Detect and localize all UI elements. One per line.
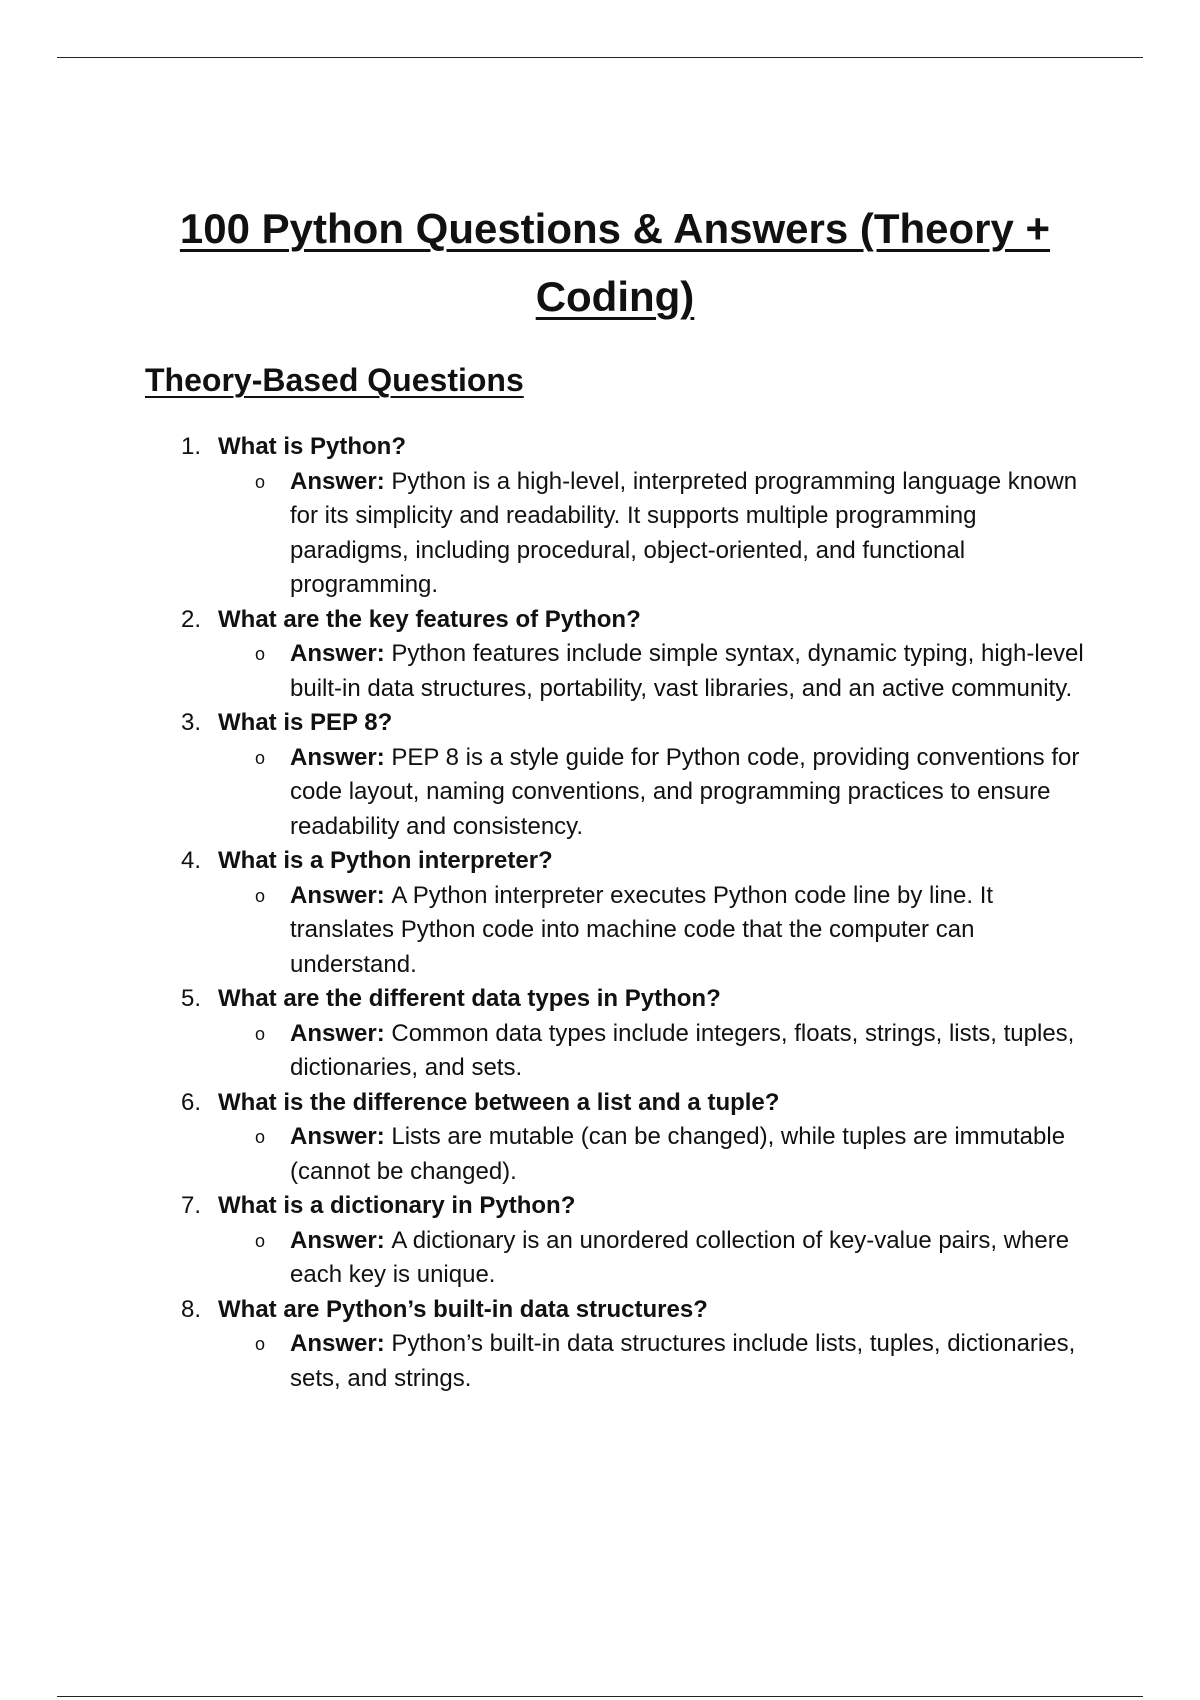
question-text: What are the different data types in Python? <box>218 985 721 1012</box>
question-text: What is PEP 8? <box>218 709 393 736</box>
question-number: 7. <box>181 1192 202 1219</box>
question-number: 6. <box>181 1088 202 1116</box>
question-row <box>0 430 1200 465</box>
answer-row <box>0 1017 1090 1086</box>
answer-row <box>0 1327 1090 1396</box>
bullet-icon: o <box>255 885 266 906</box>
question-item <box>0 844 1200 982</box>
answer-text: A Python interpreter executes Python code line by line. It translates Python code into machine code that the computer can understand. <box>290 881 994 978</box>
answer-text: Lists are mutable (can be changed), while tuples are immutable (cannot be changed). <box>290 1123 1066 1185</box>
question-row <box>0 1086 1200 1121</box>
answer-label: Answer: <box>290 1019 392 1047</box>
question-number: 3. <box>181 709 202 736</box>
question-number: 5. <box>181 985 202 1012</box>
question-number: 4. <box>181 847 202 874</box>
answer-text: Python is a high-level, interpreted programming language known for its simplicity and readability. It supports multiple programming paradigms, including procedural, object-oriented, and functional programming. <box>290 467 1078 598</box>
question-list <box>0 430 1200 1396</box>
bullet-icon: o <box>255 747 266 768</box>
question-item <box>0 1189 1200 1293</box>
question-item <box>0 430 1200 603</box>
bullet-icon: o <box>255 471 266 492</box>
answer-text: PEP 8 is a style guide for Python code, providing conventions for code layout, naming conventions, and programming practices to ensure readability and consistency. <box>290 743 1080 840</box>
answer-text: Python features include simple syntax, dynamic typing, high-level built-in data structures, portability, vast libraries, and an active community. <box>290 640 1084 702</box>
section-heading: Theory-Based Questions <box>145 362 524 398</box>
question-item <box>0 1293 1200 1397</box>
question-text: What is Python? <box>218 433 406 460</box>
answer-label: Answer: <box>290 881 392 909</box>
answer-label: Answer: <box>290 743 392 771</box>
answer-row <box>0 879 1090 983</box>
question-row <box>0 706 1200 741</box>
answer-label: Answer: <box>290 1330 392 1357</box>
answer-label: Answer: <box>290 1226 392 1254</box>
question-item <box>0 1086 1200 1190</box>
document-title: 100 Python Questions & Answers (Theory + Coding) <box>179 205 1051 320</box>
bullet-icon: o <box>255 1230 266 1251</box>
answer-row <box>0 465 1090 603</box>
question-text: What is the difference between a list and a tuple? <box>218 1088 780 1116</box>
answer-text: A dictionary is an unordered collection of key-value pairs, where each key is unique. <box>290 1226 1070 1288</box>
answer-row <box>0 741 1090 845</box>
question-row <box>0 1293 1200 1328</box>
question-item <box>0 603 1200 707</box>
question-text: What are Python’s built-in data structures? <box>218 1295 708 1323</box>
answer-text: Common data types include integers, floats, strings, lists, tuples, dictionaries, and sets. <box>290 1019 1075 1081</box>
answer-label: Answer: <box>290 640 392 667</box>
bullet-icon: o <box>255 1334 266 1354</box>
answer-row <box>0 1224 1090 1293</box>
question-text: What is a Python interpreter? <box>218 847 553 874</box>
question-item <box>0 982 1200 1086</box>
bullet-icon: o <box>255 644 266 664</box>
question-row <box>0 982 1200 1017</box>
answer-text: Python’s built-in data structures include lists, tuples, dictionaries, sets, and strings. <box>290 1330 1076 1392</box>
question-number: 2. <box>181 605 202 633</box>
question-text: What are the key features of Python? <box>218 605 641 633</box>
bullet-icon: o <box>255 1023 266 1044</box>
question-row <box>0 844 1200 879</box>
question-item <box>0 706 1200 844</box>
question-row <box>0 1189 1200 1224</box>
answer-label: Answer: <box>290 1123 392 1150</box>
answer-label: Answer: <box>290 467 392 495</box>
question-row <box>0 603 1200 638</box>
bullet-icon: o <box>255 1127 266 1147</box>
question-number: 8. <box>181 1295 202 1323</box>
answer-row <box>0 637 1090 706</box>
bottom-page-rule <box>57 1696 1143 1697</box>
question-number: 1. <box>181 433 202 460</box>
answer-row <box>0 1120 1090 1189</box>
question-text: What is a dictionary in Python? <box>218 1192 576 1219</box>
top-page-rule <box>57 57 1143 58</box>
